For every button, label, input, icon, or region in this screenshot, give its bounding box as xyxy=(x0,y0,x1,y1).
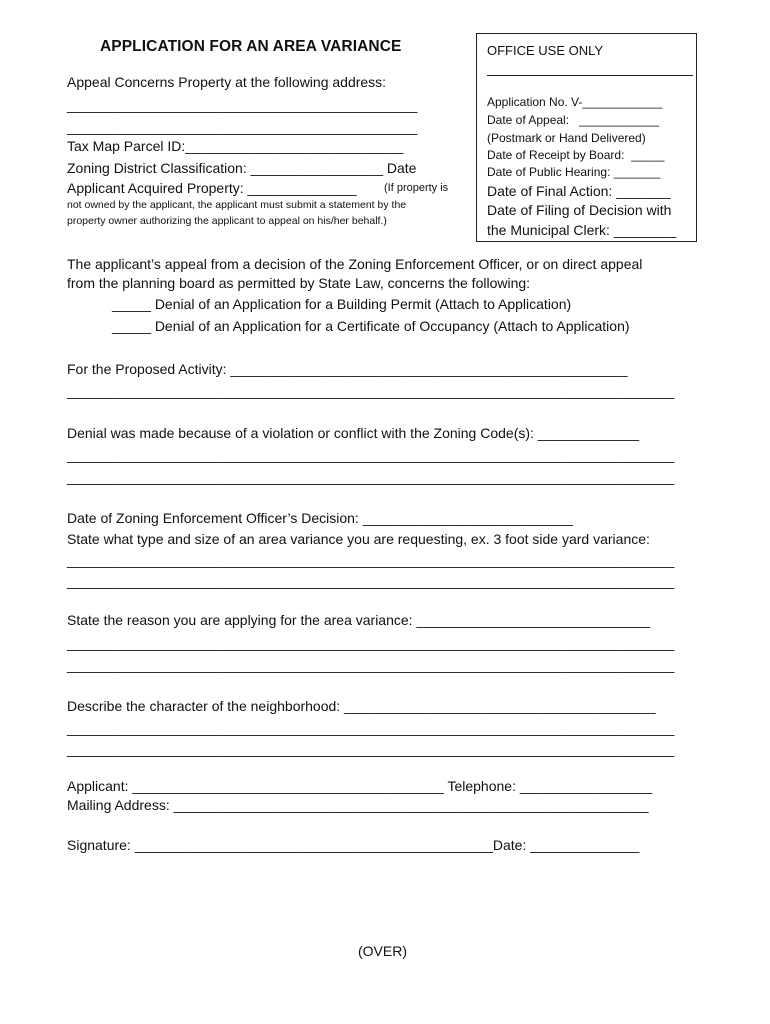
filing-decision-line-1: Date of Filing of Decision with xyxy=(487,202,672,218)
variance-type-label: State what type and size of an area variance you are requesting, ex. 3 foot side yard variance: xyxy=(67,531,650,547)
signature-date-field[interactable]: Signature: ______________________________________________Date: ______________ xyxy=(67,837,640,853)
date-of-appeal-field: Date of Appeal: ____________ xyxy=(487,113,660,127)
variance-type-line-2[interactable]: ______________________________________________________________________________ xyxy=(67,573,675,589)
variance-type-line-1[interactable]: ______________________________________________________________________________ xyxy=(67,552,675,568)
office-divider xyxy=(487,75,693,76)
denial-reason-line-2[interactable]: ______________________________________________________________________________ xyxy=(67,447,675,463)
zoning-district-field[interactable]: Zoning District Classification: _________________ Date xyxy=(67,160,417,176)
neighborhood-line-2[interactable]: ______________________________________________________________________________ xyxy=(67,720,675,736)
denial-reason-line-3[interactable]: ______________________________________________________________________________ xyxy=(67,469,675,485)
postmark-note: (Postmark or Hand Delivered) xyxy=(487,131,646,145)
officer-decision-date-field[interactable]: Date of Zoning Enforcement Officer’s Decision: ___________________________ xyxy=(67,510,573,526)
application-number-field: Application No. V-____________ xyxy=(487,95,663,109)
date-of-receipt-field: Date of Receipt by Board: _____ xyxy=(487,148,665,162)
address-label: Appeal Concerns Property at the following address: xyxy=(67,74,387,90)
appeal-text-line-2: from the planning board as permitted by State Law, concerns the following: xyxy=(67,275,531,291)
final-action-field: Date of Final Action: _______ xyxy=(487,183,671,199)
applicant-telephone-field[interactable]: Applicant: ________________________________________ Telephone: _________________ xyxy=(67,778,653,794)
filing-decision-line-2: the Municipal Clerk: ________ xyxy=(487,222,677,238)
acquired-note: (If property is xyxy=(384,182,449,194)
variance-reason-line-3[interactable]: ______________________________________________________________________________ xyxy=(67,657,675,673)
owner-note-line-2: property owner authorizing the applicant to appeal on his/her behalf.) xyxy=(67,215,387,227)
over-footer: (OVER) xyxy=(358,943,407,959)
neighborhood-line-3[interactable]: ______________________________________________________________________________ xyxy=(67,741,675,757)
tax-map-parcel-field[interactable]: Tax Map Parcel ID:____________________________ xyxy=(67,138,404,154)
certificate-occupancy-option[interactable]: _____ Denial of an Application for a Certificate of Occupancy (Attach to Application) xyxy=(112,318,630,334)
office-use-header: OFFICE USE ONLY xyxy=(487,43,604,58)
neighborhood-field[interactable]: Describe the character of the neighborhood: ________________________________________ xyxy=(67,698,656,714)
appeal-text-line-1: The applicant’s appeal from a decision of the Zoning Enforcement Officer, or on direct appeal xyxy=(67,256,643,272)
denial-reason-field[interactable]: Denial was made because of a violation or conflict with the Zoning Code(s): _____________ xyxy=(67,425,640,441)
form-title: APPLICATION FOR AN AREA VARIANCE xyxy=(100,38,402,55)
address-line-2[interactable]: _____________________________________________ xyxy=(67,119,418,135)
variance-reason-field[interactable]: State the reason you are applying for the area variance: ______________________________ xyxy=(67,612,651,628)
proposed-activity-field[interactable]: For the Proposed Activity: ___________________________________________________ xyxy=(67,361,628,377)
public-hearing-field: Date of Public Hearing: _______ xyxy=(487,165,661,179)
variance-reason-line-2[interactable]: ______________________________________________________________________________ xyxy=(67,635,675,651)
address-line-1[interactable]: _____________________________________________ xyxy=(67,97,418,113)
acquired-property-field[interactable]: Applicant Acquired Property: ______________ xyxy=(67,180,357,196)
proposed-activity-line-2[interactable]: ______________________________________________________________________________ xyxy=(67,383,675,399)
building-permit-option[interactable]: _____ Denial of an Application for a Building Permit (Attach to Application) xyxy=(112,296,572,312)
mailing-address-field[interactable]: Mailing Address: _____________________________________________________________ xyxy=(67,797,649,813)
owner-note-line-1: not owned by the applicant, the applicant must submit a statement by the xyxy=(67,199,407,211)
